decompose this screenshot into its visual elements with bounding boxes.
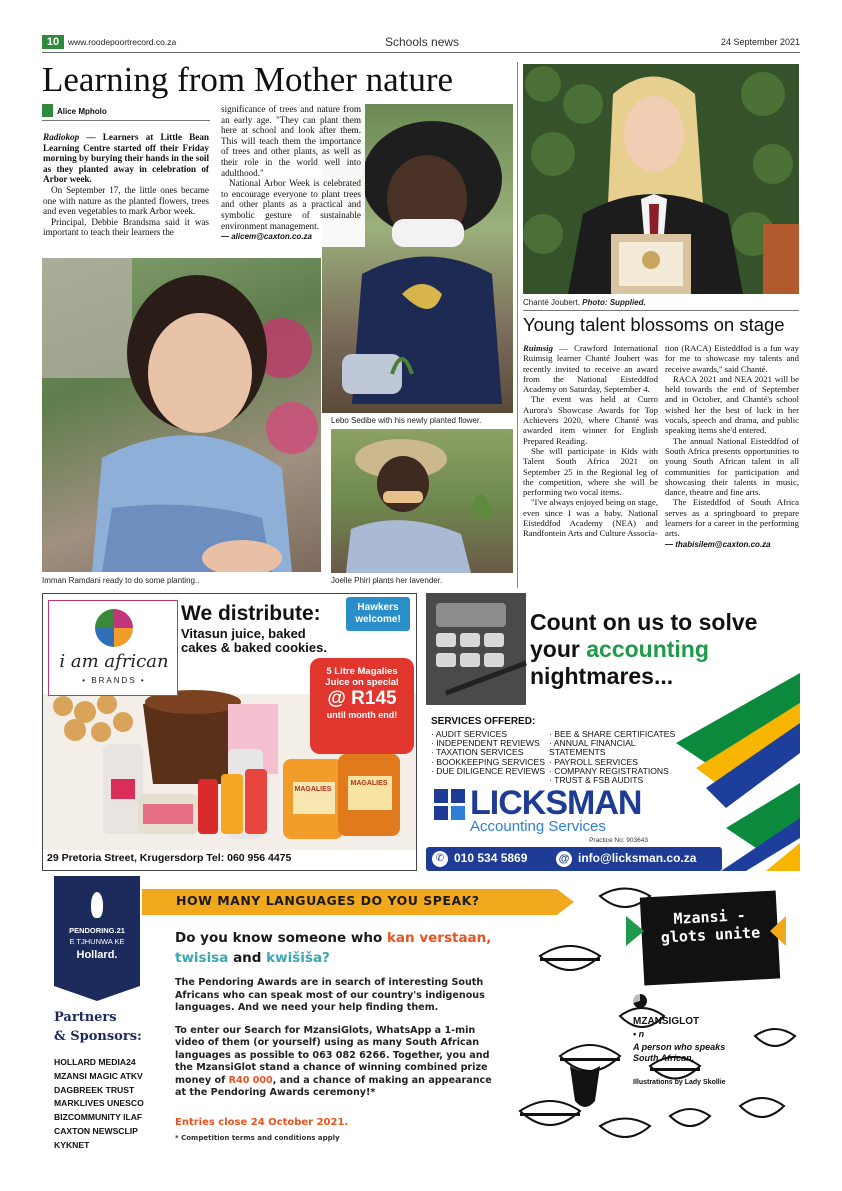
illustration-credit: Illustrations by Lady Skollie (633, 1079, 726, 1086)
question-lang-af: kan verstaan, (386, 930, 492, 946)
body-text: , and a chance of making an appearance at the Pendoring Awards ceremony!* (175, 1074, 492, 1098)
author-email[interactable]: — thabisilem@caxton.co.za (665, 539, 771, 549)
email-icon: @ (556, 851, 572, 867)
caption-name: Chanté Joubert. (523, 298, 580, 307)
partner-row: CAXTON NEWSCLIP (54, 1125, 138, 1136)
photo-chante-art (523, 64, 799, 294)
byline: Alice Mpholo (57, 107, 107, 116)
photo-chante (523, 64, 799, 294)
glot-definition: A person who speaks South African. (633, 1042, 726, 1063)
paragraph: On September 17, the little ones became one with nature as the planted flowers, trees and even vegetables to mark Arbor week. (43, 184, 209, 217)
paragraph: tion (RACA) Eisteddfod is a fun way for me to showcase my talents and receive awards," said Chanté. (665, 343, 799, 374)
article2-headline: Young talent blossoms on stage (523, 314, 785, 335)
question-part: Do you know someone who (175, 930, 387, 946)
partner-row: BIZCOMMUNITY ILAF (54, 1112, 143, 1123)
partners-title (54, 1008, 142, 1046)
question-lang-zu: twisisa (175, 950, 229, 966)
partner-row: DAGBREEK TRUST (54, 1084, 135, 1095)
pendoring-body-para1: The Pendoring Awards are in search of interesting South Africans who can speak most of our country's indigenous languages. And we need your help finding them. (175, 977, 485, 1013)
services-left (431, 730, 549, 776)
pendoring-question (175, 928, 545, 968)
paragraph: — Crawford International Ruimsig learner Chanté Joubert was recently invited to receive an award from the National Eisteddfod Academy on Saturday, September 4. (523, 343, 658, 395)
article1-column-2 (219, 104, 365, 247)
pendoring-badge-line2: E TJHUNWA KE (69, 937, 125, 946)
headline-accent: accounting (586, 636, 709, 662)
page-number: 10 (42, 35, 64, 49)
paragraph: She will participate in Kids with Talent South Africa 2021 on September 25 in the Regional leg of the competition, where she will be performing two vocal items. (523, 445, 658, 498)
ad-african-title: We distribute: (181, 602, 321, 625)
phone-icon: ✆ (432, 851, 448, 867)
terms-note: * Competition terms and conditions apply (175, 1134, 340, 1142)
licksman-phone[interactable]: 010 534 5869 (454, 851, 528, 865)
licksman-practice: Practice No: 903643 (589, 837, 648, 844)
partner-row: HOLLARD MEDIA24 (54, 1057, 136, 1067)
partner-row: MARKLIVES UNESCO (54, 1098, 144, 1109)
paragraph: RACA 2021 and NEA 2021 will be held towards the end of September and in October, and Chanté's school wished her the best of luck in her vocals, speech and drama, and public speaking items she'd entered. (665, 373, 799, 436)
promo-text: 5 Litre Magalies Juice on special (325, 666, 399, 688)
licksman-headline (530, 609, 757, 690)
article1-headline: Learning from Mother nature (42, 60, 454, 99)
pendoring-feather-icon (91, 892, 103, 918)
service-item: · BEE & SHARE CERTIFICATES (549, 729, 676, 739)
caption-imman: Imman Ramdani ready to do some planting.. (42, 576, 200, 585)
service-item: · INDEPENDENT REVIEWS (431, 738, 540, 749)
jug-label: MAGALIES (350, 780, 388, 787)
licksman-logo-icon (434, 789, 466, 821)
pendoring-body-para2 (175, 1025, 505, 1100)
section-title: Schools news (385, 35, 460, 49)
article1-column-1 (43, 132, 209, 238)
article2-rule (523, 310, 799, 311)
paragraph: National Arbor Week is celebrated to encourage everyone to plant trees and other plants as a practical and symbolic gesture of sustainable environment management. (221, 178, 361, 231)
service-item: · TAXATION SERVICES (431, 747, 524, 758)
services-title: SERVICES OFFERED: (431, 716, 536, 727)
dateline: Radiokop (43, 132, 80, 142)
body-text: To enter our Search for MzansiGlots, WhatsApp a 1-min video of them (or yourself) using as many South African languages as possible to 063 082 6266. Together, you and the MzansiGlot stand a chance of winning combined prize money of (175, 1024, 490, 1086)
entries-close: Entries close 24 October 2021. (175, 1117, 349, 1128)
promo-until: until month end! (326, 710, 398, 720)
partners-list (54, 1056, 154, 1153)
header-rule (42, 52, 800, 53)
promo-price: @ R145 (327, 688, 397, 709)
service-item: · PAYROLL SERVICES (549, 756, 638, 767)
partner-row: MZANSI MAGIC ATKV (54, 1070, 143, 1081)
lead-text: — Learners at Little Bean Learning Centre started off their Friday morning by burying their hands in the soil as they planted away in celebration of Arbor week. (43, 132, 210, 185)
paragraph: Principal, Debbie Brandsma said it was important to teach their learners the (43, 216, 209, 238)
pendoring-badge-line1: PENDORING.21 (69, 926, 125, 935)
service-item: · TRUST & FSB AUDITS (549, 775, 644, 786)
photo-joelle (331, 429, 513, 573)
prize-amount: R40 000 (228, 1074, 273, 1086)
glot-title: MZANSIGLOT (633, 1016, 700, 1027)
services-right (549, 730, 689, 785)
service-item: · BOOKKEEPING SERVICES (431, 756, 545, 767)
byline-marker (42, 104, 53, 117)
paragraph: The event was held at Curro Aurora's Showcase Awards for Top Achievers 2020, where Chanté was awarded item winner for English Prepared Reading. (523, 394, 658, 446)
paragraph: significance of trees and nature from an early age. "They can plant them here at school and look after them. This will teach them the importance of trees and other plants, as well as their role in the world well into adulthood." (221, 104, 361, 178)
pendoring-banner-text: HOW MANY LANGUAGES DO YOU SPEAK? (176, 893, 480, 908)
african-logo-sub: • BRANDS • (82, 676, 146, 685)
african-logo (48, 600, 178, 696)
sticker-text: Mzansi -glots unite (660, 906, 761, 947)
service-item: · COMPANY REGISTRATIONS (549, 765, 669, 776)
jug-label: MAGALIES (294, 786, 332, 793)
question-part: and (228, 950, 267, 966)
ad-african-address: 29 Pretoria Street, Krugersdorp Tel: 060 956 4475 (47, 852, 292, 864)
ad-african-brands[interactable] (42, 593, 417, 871)
author-email[interactable]: — alicem@caxton.co.za (221, 232, 312, 242)
caption-joelle: Joelle Phiri plants her lavender. (331, 576, 443, 585)
byline-rule (42, 120, 210, 121)
column-divider (517, 62, 518, 588)
pie-icon (633, 994, 647, 1008)
licksman-headline-line3: nightmares... (530, 663, 674, 689)
photo-imman (42, 258, 321, 572)
photo-credit: Photo: Supplied. (582, 298, 646, 307)
partners-title-line2: & Sponsors: (54, 1029, 142, 1044)
question-lang-ts: kwišiša? (266, 950, 330, 966)
licksman-headline-line2 (530, 636, 757, 663)
african-logo-mark (95, 609, 133, 647)
glot-pos: • n (633, 1029, 645, 1039)
article2-column-2 (665, 343, 799, 550)
partner-row: KYKNET (54, 1139, 90, 1150)
ad-licksman[interactable] (426, 593, 800, 871)
pendoring-body (175, 977, 505, 1100)
paragraph: The annual National Eisteddfod of South Africa presents opportunities to young South African talent in all communities for participation and showcasing their talents in music, dance, theatre and fine arts. (665, 435, 799, 498)
dateline: Ruimsig (523, 343, 553, 353)
service-item: · ANNUAL FINANCIAL STATEMENTS (549, 738, 636, 758)
licksman-email[interactable]: info@licksman.co.za (578, 851, 697, 865)
photo-imman-art (42, 258, 321, 572)
paragraph: "I've always enjoyed being on stage, even since I was a baby. National Eisteddfod Academy (NEA) and Randfontein Arts and Culture Associa- (523, 497, 658, 539)
photo-joelle-art (331, 429, 513, 573)
chante-caption (523, 298, 646, 307)
licksman-brand-sub: Accounting Services (470, 818, 606, 835)
article2-column-1 (523, 343, 658, 539)
service-item: · DUE DILIGENCE REVIEWS (431, 765, 546, 776)
hawkers-badge: Hawkers welcome! (346, 597, 410, 631)
headline-part: your (530, 636, 587, 662)
african-logo-text: i am african (59, 651, 169, 672)
pendoring-badge-line3: Hollard. (76, 949, 118, 961)
website-url[interactable]: www.roodepoortrecord.co.za (68, 37, 177, 47)
licksman-brand: LICKSMAN (470, 784, 642, 822)
ad-pendoring[interactable] (42, 876, 800, 1156)
caption-lebo: Lebo Sedibe with his newly planted flower. (331, 416, 482, 425)
partners-title-line1: Partners (54, 1010, 117, 1025)
ad-african-subtitle: Vitasun juice, baked cakes & baked cookies. (181, 626, 327, 655)
paragraph: The Eisteddfod of South Africa serves as a springboard to prepare learners for a career in the performing arts. (665, 497, 799, 539)
licksman-headline-line1: Count on us to solve (530, 609, 758, 635)
service-item: · AUDIT SERVICES (431, 729, 508, 739)
issue-date: 24 September 2021 (720, 37, 800, 47)
promo-badge (310, 658, 414, 754)
